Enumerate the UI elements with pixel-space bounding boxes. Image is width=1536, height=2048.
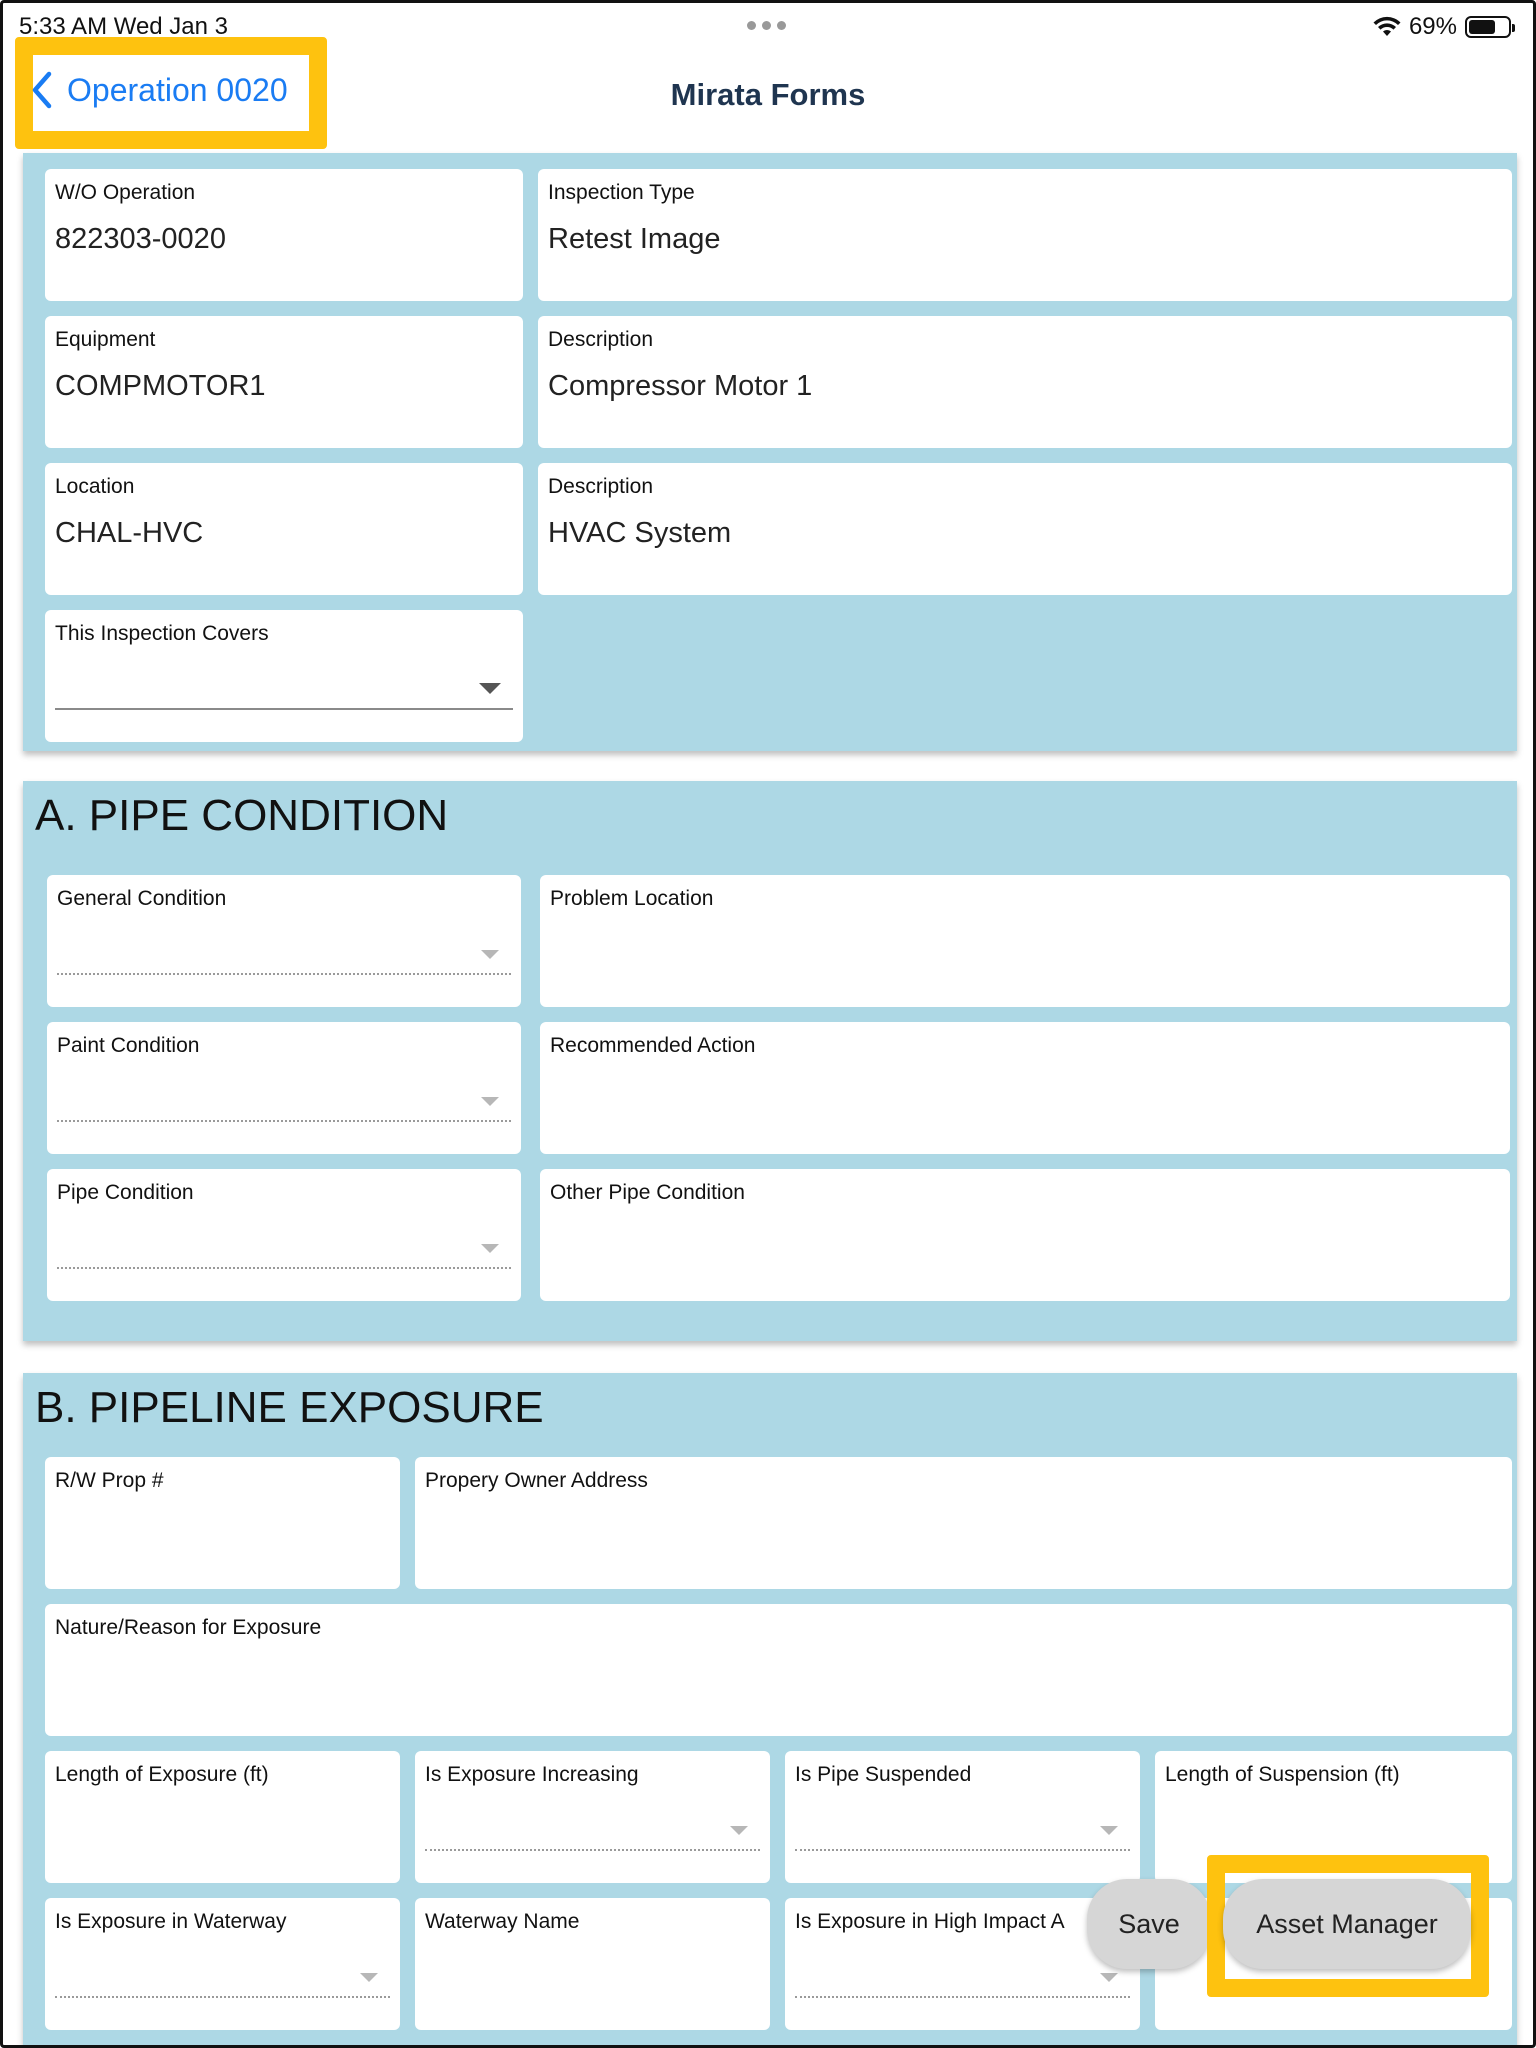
battery-icon xyxy=(1465,16,1511,38)
section-title: B. PIPELINE EXPOSURE xyxy=(35,1383,544,1432)
other-pipe-condition-field[interactable] xyxy=(540,1169,1510,1301)
page-title: Mirata Forms xyxy=(670,77,866,112)
owner-address-field[interactable] xyxy=(415,1457,1512,1589)
field-label: Propery Owner Address xyxy=(425,1469,648,1492)
dropdown-arrow-icon xyxy=(360,1973,378,1982)
save-button[interactable]: Save xyxy=(1087,1879,1211,1969)
battery-percent: 69% xyxy=(1408,13,1457,40)
header-info-section xyxy=(23,153,1517,751)
dropdown-arrow-icon xyxy=(1100,1826,1118,1835)
field-label: Problem Location xyxy=(550,887,714,910)
dropdown-underline xyxy=(57,1120,511,1122)
field-label: Description xyxy=(548,328,654,351)
field-label: Is Exposure in High Impact A xyxy=(795,1910,1065,1933)
field-value: COMPMOTOR1 xyxy=(55,370,266,402)
dropdown-underline xyxy=(55,1996,390,1998)
length-exposure-field[interactable] xyxy=(45,1751,400,1883)
waterway-name-field[interactable] xyxy=(415,1898,770,2030)
pipe-condition-section xyxy=(23,781,1517,1341)
status-right xyxy=(1373,13,1511,41)
paint-condition-dropdown[interactable] xyxy=(47,1022,521,1154)
field-label: Description xyxy=(548,475,654,498)
field-value: HVAC System xyxy=(548,517,732,549)
dropdown-underline xyxy=(55,708,513,710)
dropdown-underline xyxy=(425,1849,760,1851)
multitasking-dots-icon[interactable] xyxy=(747,21,786,30)
pipe-condition-dropdown[interactable] xyxy=(47,1169,521,1301)
field-value: Retest Image xyxy=(548,223,721,255)
field-label: Pipe Condition xyxy=(57,1181,194,1204)
field-label: Equipment xyxy=(55,328,156,351)
dropdown-arrow-icon xyxy=(479,683,501,694)
equipment-description-field xyxy=(538,316,1512,448)
problem-location-field[interactable] xyxy=(540,875,1510,1007)
field-label: Paint Condition xyxy=(57,1034,200,1057)
nature-reason-field[interactable] xyxy=(45,1604,1512,1736)
dropdown-underline xyxy=(57,973,511,975)
field-label: Length of Exposure (ft) xyxy=(55,1763,269,1786)
field-value: CHAL-HVC xyxy=(55,517,204,549)
field-label: W/O Operation xyxy=(55,181,196,204)
dropdown-arrow-icon xyxy=(481,1097,499,1106)
rw-prop-field[interactable] xyxy=(45,1457,400,1589)
field-label: Recommended Action xyxy=(550,1034,756,1057)
pipe-suspended-dropdown[interactable] xyxy=(785,1751,1140,1883)
field-label: Is Exposure in Waterway xyxy=(55,1910,287,1933)
general-condition-dropdown[interactable] xyxy=(47,875,521,1007)
back-button-label: Operation 0020 xyxy=(67,71,288,108)
exposure-waterway-dropdown[interactable] xyxy=(45,1898,400,2030)
inspection-type-field xyxy=(538,169,1512,301)
dropdown-underline xyxy=(795,1996,1130,1998)
dropdown-arrow-icon xyxy=(481,1244,499,1253)
dropdown-underline xyxy=(57,1267,511,1269)
field-value: Compressor Motor 1 xyxy=(548,370,813,402)
field-label: R/W Prop # xyxy=(55,1469,164,1492)
field-label: Is Pipe Suspended xyxy=(795,1763,972,1786)
dropdown-underline xyxy=(795,1849,1130,1851)
location-description-field xyxy=(538,463,1512,595)
field-label: Length of Suspension (ft) xyxy=(1165,1763,1400,1786)
field-label: General Condition xyxy=(57,887,227,910)
field-value: 822303-0020 xyxy=(55,223,226,255)
field-label: Inspection Type xyxy=(548,181,695,204)
exposure-increasing-dropdown[interactable] xyxy=(415,1751,770,1883)
inspection-covers-dropdown[interactable] xyxy=(45,610,523,742)
asset-manager-button[interactable]: Asset Manager xyxy=(1223,1879,1471,1969)
dropdown-arrow-icon xyxy=(1100,1973,1118,1982)
field-label: Nature/Reason for Exposure xyxy=(55,1616,322,1639)
wo-operation-field xyxy=(45,169,523,301)
field-label: Other Pipe Condition xyxy=(550,1181,745,1204)
section-title: A. PIPE CONDITION xyxy=(35,791,449,840)
status-time: 5:33 AM Wed Jan 3 xyxy=(19,13,229,40)
wifi-icon xyxy=(1373,16,1401,38)
field-label: Is Exposure Increasing xyxy=(425,1763,639,1786)
equipment-field xyxy=(45,316,523,448)
dropdown-arrow-icon xyxy=(730,1826,748,1835)
field-label: This Inspection Covers xyxy=(55,622,269,645)
location-field xyxy=(45,463,523,595)
field-label: Location xyxy=(55,475,135,498)
field-label: Waterway Name xyxy=(425,1910,580,1933)
dropdown-arrow-icon xyxy=(481,950,499,959)
recommended-action-field[interactable] xyxy=(540,1022,1510,1154)
